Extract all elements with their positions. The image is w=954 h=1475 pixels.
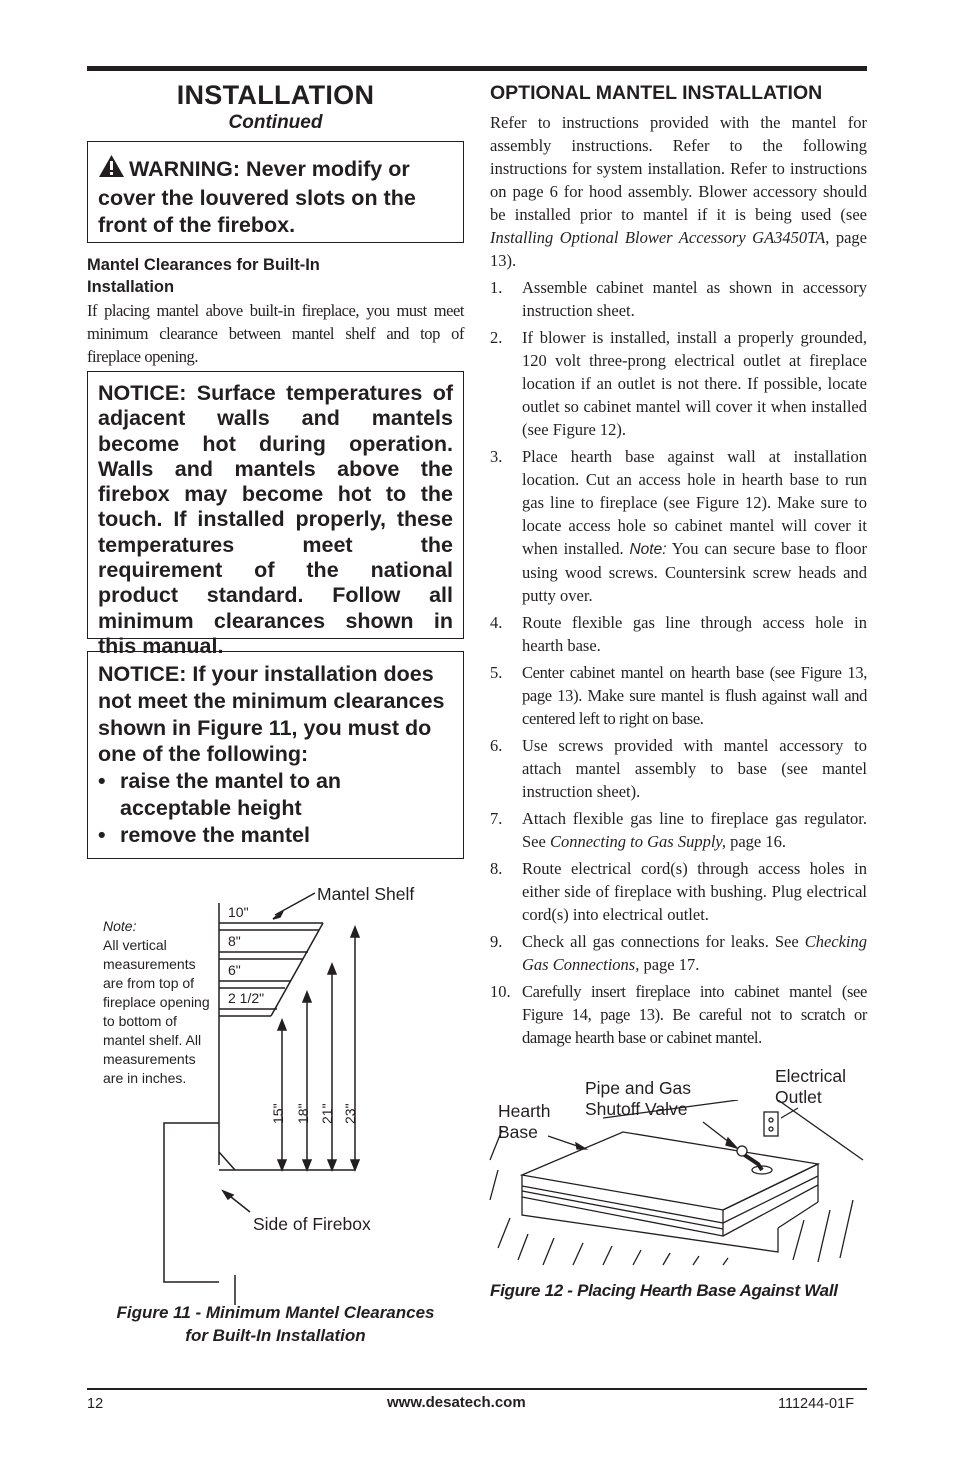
list-item: 2. If blower is installed, install a properly grounded, 120 volt three-prong electrical outlet at fireplace location if an outlet is not there. If possible, locate outlet so cabinet mantel will cover it when installed (see Figure 12). (490, 328, 867, 439)
depth-label: 8" (228, 933, 241, 949)
list-item: 4. Route flexible gas line through access hole in hearth base. (490, 613, 867, 655)
page-number: 12 (87, 1396, 104, 1412)
list-item: 9. Check all gas connections for leaks. See Checking Gas Connections, page 17. (490, 932, 867, 974)
height-label: 15" (270, 1103, 286, 1124)
hearth-base-label: Hearth Base (498, 1101, 551, 1142)
height-label: 18" (295, 1103, 311, 1124)
bottom-rule (87, 1388, 867, 1390)
optional-mantel-heading: OPTIONAL MANTEL INSTALLATION (490, 82, 823, 104)
side-of-firebox-label: Side of Firebox (253, 1214, 371, 1234)
list-item: 8. Route electrical cord(s) through access holes in either side of fireplace with bushing. Plug electrical cord(s) into electrical outlet. (490, 859, 867, 924)
warning-text: WARNING: Never modify or cover the louvered slots on the front of the firebox. (98, 157, 416, 237)
document-number: 111244-01F (778, 1396, 855, 1412)
depth-label: 2 1/2" (228, 990, 265, 1006)
optional-mantel-intro: Refer to instructions provided with the mantel for assembly instructions. Refer to the following instructions for system installation. Refer to instructions on page 6 for hood assembly. Blower accessory should be installed prior to mantel if it is being used (see Installing Optional Blower Accessory GA3450TA, page 13). (490, 113, 867, 270)
notice-minimum-clearances (87, 651, 464, 859)
installation-steps (490, 276, 867, 1053)
list-item: 5. Center cabinet mantel on hearth base (see Figure 13, page 13). Make sure mantel is flush against wall and centered left to right on base. (490, 663, 867, 728)
electrical-outlet-label: Electrical Outlet (775, 1066, 846, 1107)
figure-11-caption: Figure 11 - Minimum Mantel Clearances for Built-In Installation (116, 1303, 435, 1345)
website-link[interactable]: www.desatech.com (387, 1394, 526, 1411)
notice-intro: NOTICE: If your installation does not meet the minimum clearances shown in Figure 11, you must do one of the following: (98, 662, 445, 767)
mantel-clearances-body: If placing mantel above built-in fireplace, you must meet minimum clearance between mantel shelf and top of fireplace opening. (87, 301, 464, 366)
top-rule (87, 66, 867, 71)
mantel-clearances-heading: Mantel Clearances for Built-In Installation (87, 256, 320, 296)
pipe-shutoff-valve-label: Pipe and Gas Shutoff Valve (585, 1078, 692, 1119)
height-label: 21" (319, 1103, 335, 1124)
height-label: 23" (342, 1103, 358, 1124)
warning-box (87, 141, 464, 243)
depth-label: 6" (228, 962, 241, 978)
section-subtitle: Continued (228, 112, 323, 133)
list-item: 6. Use screws provided with mantel accessory to attach mantel assembly to base (see mantel instruction sheet). (490, 736, 867, 801)
notice-bullet: • raise the mantel to an acceptable height (98, 769, 342, 820)
list-item: 7. Attach flexible gas line to fireplace gas regulator. See Connecting to Gas Supply, page 16. (490, 809, 867, 851)
warning-icon (98, 154, 125, 185)
figure-12-caption: Figure 12 - Placing Hearth Base Against Wall (490, 1281, 838, 1300)
list-item: 3. Place hearth base against wall at installation location. Cut an access hole in hearth base to run gas line to fireplace (see Figure 12). Make sure to locate access hole so cabinet mantel will cover it when installed. Note: You can secure base to floor using wood screws. Countersink screw heads and putty over. (490, 447, 867, 605)
section-title: INSTALLATION (176, 80, 375, 110)
notice-surface-temperatures: NOTICE: Surface temperatures of adjacent walls and mantels become hot during operation. Walls and mantels above the firebox may become hot to the touch. If installed properly, these temperatures meet the requirement of the national product standard. Follow all minimum clearances shown in this manual. (87, 371, 464, 639)
figure-11-note-text: All vertical measurements are from top of fireplace opening to bottom of mantel shelf. All measurements are in inches. (103, 937, 210, 1086)
depth-label: 10" (228, 904, 249, 920)
mantel-shelf-label: Mantel Shelf (317, 884, 415, 904)
figure-11-note-label: Note: (103, 918, 137, 934)
list-item: 1. Assemble cabinet mantel as shown in accessory instruction sheet. (490, 278, 867, 320)
list-item: 10. Carefully insert fireplace into cabinet mantel (see Figure 14, page 13). Be careful not to scratch or damage hearth base or cabinet mantel. (490, 982, 867, 1047)
notice-bullet: • remove the mantel (98, 822, 310, 847)
